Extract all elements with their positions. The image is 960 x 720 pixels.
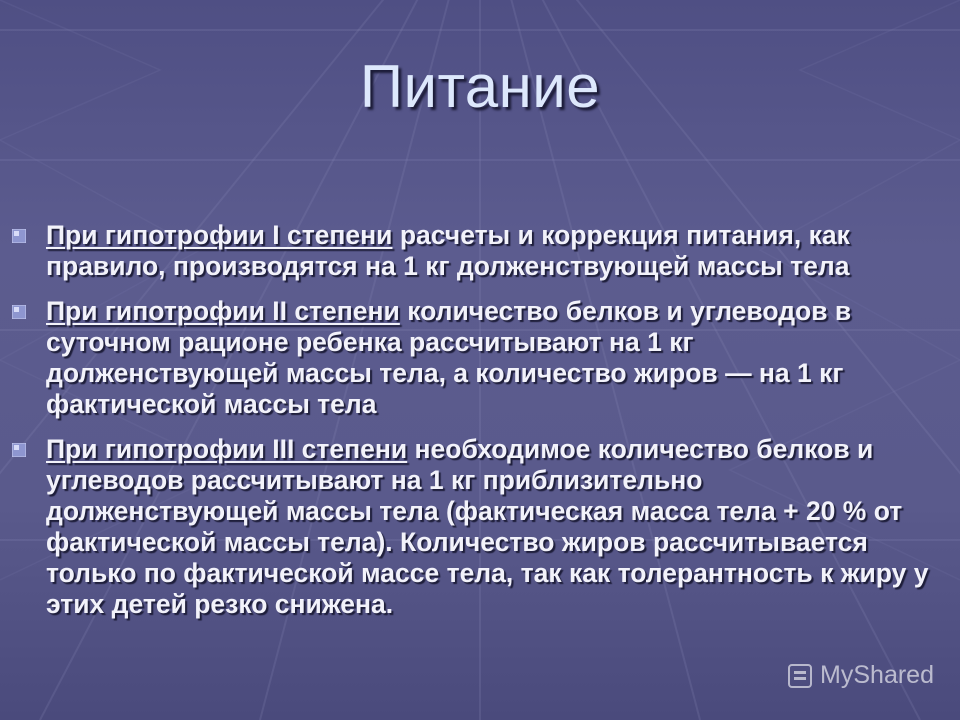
bullet-text-3: необходимое количество белков и углеводов рассчитывают на 1 кг приблизительно долженствующей массы тела (фактическая масса тела + 20 % от фактической массы тела). Количество жиров рассчитывается только по фактической массе тела, так как толерантность к жиру у этих детей резко снижена. [46, 434, 929, 619]
mysharedoc-logo-icon [786, 662, 814, 690]
bullet-text-1: расчеты и коррекция питания, как правило, производятся на 1 кг долженствующей массы тела [46, 220, 850, 281]
bullet-square-icon [12, 305, 26, 319]
bullet-text-2: количество белков и углеводов в суточном рационе ребенка рассчитывают на 1 кг долженствующей массы тела, а количество жиров — на 1 кг фактической массы тела [46, 296, 852, 419]
bullet-lead-3: При гипотрофии III степени [46, 434, 408, 464]
bullet-list [0, 220, 960, 634]
bullet-lead-2: При гипотрофии II степени [46, 296, 400, 326]
slide-title: Питание [359, 53, 601, 120]
bullet-item-3 [0, 434, 960, 620]
watermark-text: MyShared [820, 661, 934, 689]
bullet-lead-1: При гипотрофии I степени [46, 220, 393, 250]
bullet-square-icon [12, 229, 26, 243]
bullet-item-1 [0, 220, 960, 282]
watermark [786, 661, 934, 690]
bullet-square-icon [12, 443, 26, 457]
bullet-item-2 [0, 296, 960, 420]
